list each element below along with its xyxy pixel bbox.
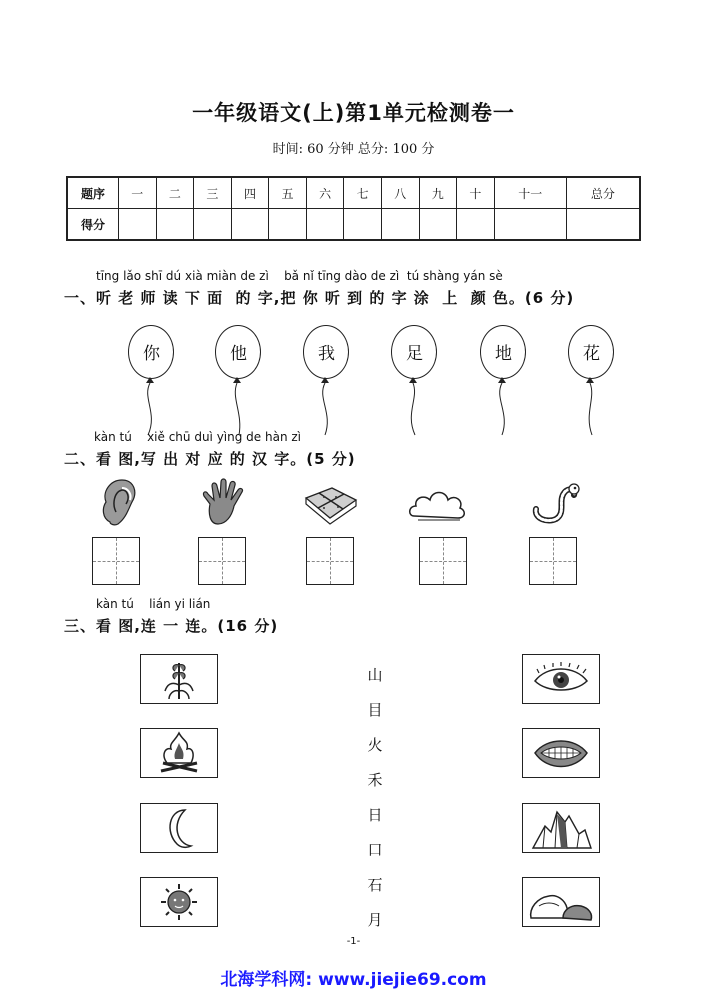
balloon-character: 地 xyxy=(495,344,512,364)
balloon-character: 你 xyxy=(143,344,160,364)
balloon[interactable] xyxy=(385,325,445,445)
page-number: -1- xyxy=(346,936,361,947)
column-header: 四 xyxy=(231,177,269,209)
score-cell[interactable] xyxy=(194,209,232,241)
column-header: 六 xyxy=(306,177,344,209)
ear-icon xyxy=(92,478,152,524)
match-character[interactable]: 目 xyxy=(367,701,383,719)
score-cell[interactable] xyxy=(156,209,194,241)
balloon-character: 他 xyxy=(230,344,247,364)
balloon[interactable] xyxy=(562,325,622,445)
match-character[interactable]: 山 xyxy=(367,666,383,684)
moon-icon[interactable] xyxy=(140,803,218,853)
match-character[interactable]: 日 xyxy=(367,806,383,824)
balloon[interactable] xyxy=(297,325,357,445)
score-cell[interactable] xyxy=(566,209,640,241)
worm-icon xyxy=(526,475,586,521)
row-label-sequence: 题序 xyxy=(67,177,119,209)
score-cell[interactable] xyxy=(494,209,566,241)
q3-pinyin: kàn tú lián yi lián xyxy=(96,597,211,611)
q1-heading: 一、听 老 师 读 下 面 的 字,把 你 听 到 的 字 涂 上 颜 色。(6 分) xyxy=(64,289,575,307)
mountain-icon[interactable] xyxy=(522,803,600,853)
score-cell[interactable] xyxy=(457,209,495,241)
column-header: 总分 xyxy=(566,177,640,209)
column-header: 五 xyxy=(269,177,307,209)
mouth-icon[interactable] xyxy=(522,728,600,778)
match-character[interactable]: 月 xyxy=(367,911,383,929)
page-title: 一年级语文(上)第1单元检测卷一 xyxy=(192,101,515,125)
balloon-character: 我 xyxy=(318,344,335,364)
score-cell[interactable] xyxy=(419,209,457,241)
balloon[interactable] xyxy=(209,325,269,445)
match-character[interactable]: 口 xyxy=(367,841,383,859)
match-character[interactable]: 禾 xyxy=(367,771,383,789)
writing-grid-box[interactable] xyxy=(92,537,140,585)
q2-heading: 二、看 图,写 出 对 应 的 汉 字。(5 分) xyxy=(64,450,356,468)
hand-icon xyxy=(196,478,256,524)
column-header: 十 xyxy=(457,177,495,209)
score-cell[interactable] xyxy=(344,209,382,241)
column-header: 二 xyxy=(156,177,194,209)
exam-time-and-score: 时间: 60 分钟 总分: 100 分 xyxy=(272,142,435,157)
writing-grid-box[interactable] xyxy=(419,537,467,585)
fire-icon[interactable] xyxy=(140,728,218,778)
score-cell[interactable] xyxy=(381,209,419,241)
column-header: 三 xyxy=(194,177,232,209)
stone-icon[interactable] xyxy=(522,877,600,927)
balloon[interactable] xyxy=(474,325,534,445)
q1-pinyin: tīng lǎo shī dú xià miàn de zì bǎ nǐ tīng dào de zì tú shàng yán sè xyxy=(96,269,503,283)
score-cell[interactable] xyxy=(306,209,344,241)
q2-pinyin: kàn tú xiě chū duì yìng de hàn zì xyxy=(94,430,302,444)
q3-heading: 三、看 图,连 一 连。(16 分) xyxy=(64,617,279,635)
score-cell[interactable] xyxy=(119,209,157,241)
writing-grid-box[interactable] xyxy=(198,537,246,585)
grain-plant-icon[interactable] xyxy=(140,654,218,704)
column-header: 一 xyxy=(119,177,157,209)
eye-icon[interactable] xyxy=(522,654,600,704)
score-cell[interactable] xyxy=(269,209,307,241)
balloon-character: 花 xyxy=(583,344,600,364)
cloud-icon xyxy=(408,480,468,526)
sun-icon[interactable] xyxy=(140,877,218,927)
writing-grid-box[interactable] xyxy=(529,537,577,585)
score-cell[interactable] xyxy=(231,209,269,241)
column-header: 八 xyxy=(381,177,419,209)
column-header: 十一 xyxy=(494,177,566,209)
balloon[interactable] xyxy=(122,325,182,445)
column-header: 七 xyxy=(344,177,382,209)
writing-grid-box[interactable] xyxy=(306,537,354,585)
score-table xyxy=(66,176,641,241)
row-label-score: 得分 xyxy=(67,209,119,241)
footer-watermark[interactable]: 北海学科网: www.jiejie69.com xyxy=(220,970,487,990)
match-character[interactable]: 石 xyxy=(367,876,383,894)
match-character[interactable]: 火 xyxy=(367,736,383,754)
column-header: 九 xyxy=(419,177,457,209)
field-icon xyxy=(300,478,360,524)
balloon-character: 足 xyxy=(406,344,423,364)
